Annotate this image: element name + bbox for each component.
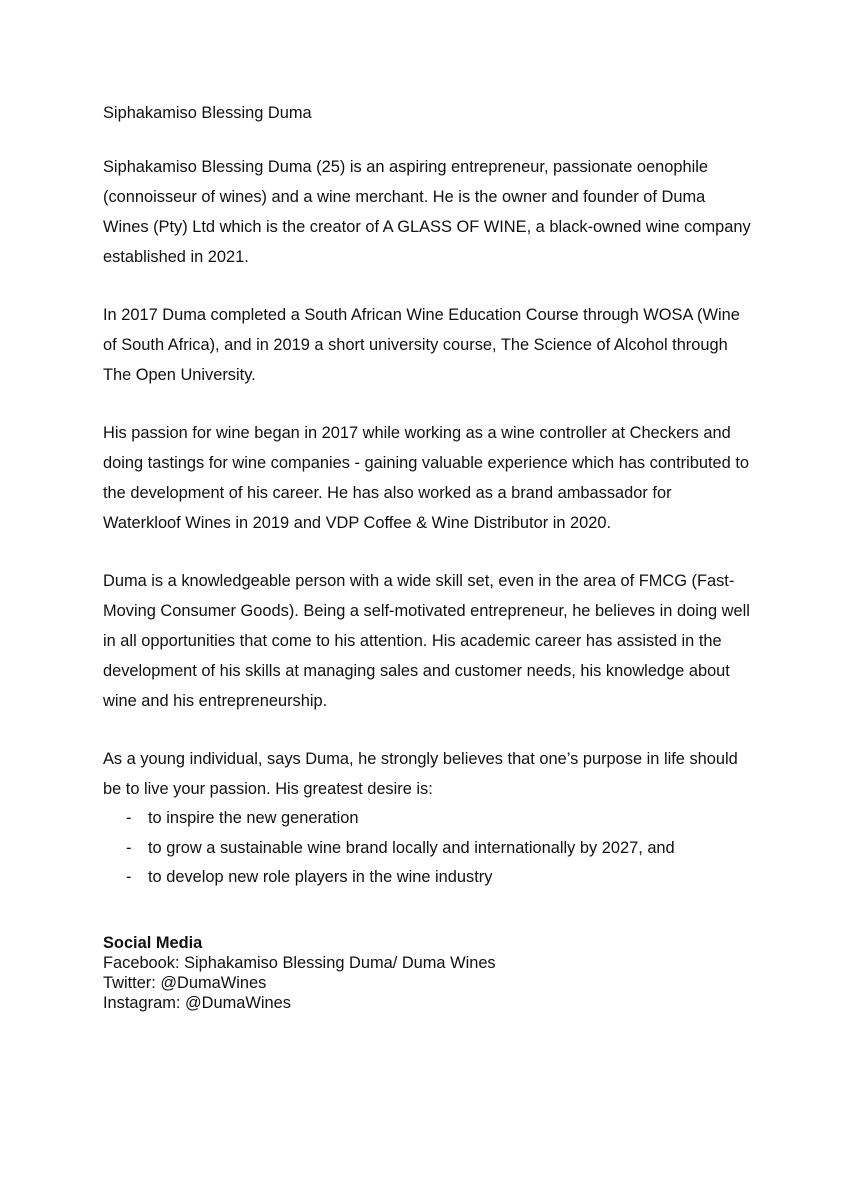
- list-item-text: to inspire the new generation: [148, 809, 359, 827]
- list-item: [103, 804, 753, 834]
- list-item-text: to grow a sustainable wine brand locally and internationally by 2027, and: [148, 838, 675, 857]
- bullet-dash: -: [126, 809, 132, 827]
- instagram-handle: Instagram: @DumaWines: [103, 993, 291, 1012]
- social-media-heading: Social Media: [103, 933, 203, 952]
- document-page: [103, 98, 753, 1013]
- desires-list: [103, 804, 753, 893]
- bio-paragraph-experience: His passion for wine began in 2017 while working as a wine controller at Checkers and doing tastings for wine companies - gaining valuable experience which has contributed to the development of his career. He has also worked as a brand ambassador for Waterkloof Wines in 2019 and VDP Coffee & Wine Distributor in 2020.: [103, 424, 749, 532]
- bio-paragraph-purpose: As a young individual, says Duma, he strongly believes that one’s purpose in life should be to live your passion. His greatest desire is:: [103, 750, 738, 798]
- document-title: Siphakamiso Blessing Duma: [103, 104, 312, 122]
- facebook-handle: Facebook: Siphakamiso Blessing Duma/ Duma Wines: [103, 953, 496, 972]
- list-item-text: to develop new role players in the wine industry: [148, 868, 493, 886]
- twitter-handle: Twitter: @DumaWines: [103, 973, 267, 992]
- list-item: [103, 834, 753, 864]
- bullet-dash: -: [126, 868, 132, 886]
- list-item: [103, 863, 753, 893]
- bio-paragraph-education: In 2017 Duma completed a South African Wine Education Course through WOSA (Wine of South Africa), and in 2019 a short university course, The Science of Alcohol through The Open University.: [103, 306, 740, 384]
- bio-paragraph-skills: Duma is a knowledgeable person with a wide skill set, even in the area of FMCG (Fast-Moving Consumer Goods). Being a self-motivated entrepreneur, he believes in doing well in all opportunities that come to his attention. His academic career has assisted in the development of his skills at managing sales and customer needs, his knowledge about wine and his entrepreneurship.: [103, 572, 750, 710]
- bullet-dash: -: [126, 838, 132, 857]
- bio-paragraph-intro: Siphakamiso Blessing Duma (25) is an aspiring entrepreneur, passionate oenophile (connoisseur of wines) and a wine merchant. He is the owner and founder of Duma Wines (Pty) Ltd which is the creator of A GLASS OF WINE, a black-owned wine company established in 2021.: [103, 158, 751, 266]
- social-media-section: [103, 933, 753, 1013]
